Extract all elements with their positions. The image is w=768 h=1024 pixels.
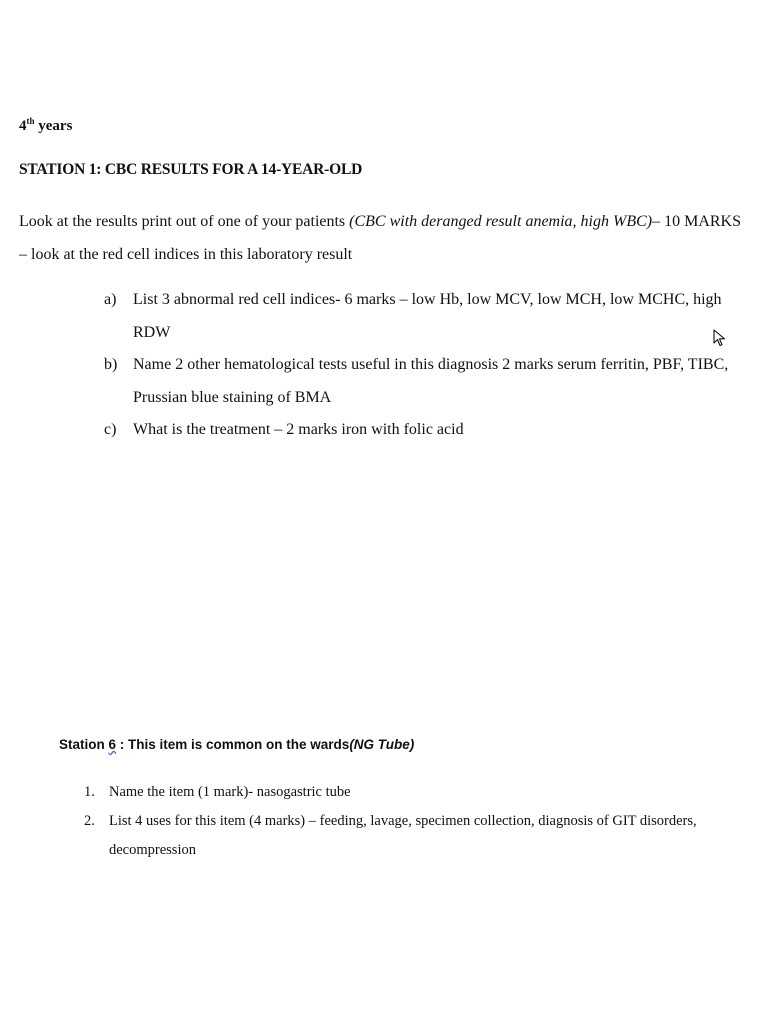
year-number: 4: [19, 118, 27, 134]
intro-text-italic: (CBC with deranged result anemia, high WBC): [349, 213, 653, 230]
question-a: [104, 284, 754, 349]
station1-intro: [19, 205, 749, 271]
station6-title-text: This item is common on the wards: [128, 737, 350, 752]
station1-questions: [104, 284, 754, 447]
question-c: [104, 414, 754, 447]
year-heading: [19, 116, 72, 135]
question-marker: 2.: [84, 813, 95, 829]
intro-text-end: – 10 MARKS – look at the red cell indices in this laboratory result: [19, 213, 741, 263]
station6-questions: [84, 778, 724, 865]
question-text: List 4 uses for this item (4 marks) – feeding, lavage, specimen collection, diagnosis of GIT disorders, decompression: [109, 813, 697, 858]
station6-title: [59, 737, 414, 752]
intro-text-start: Look at the results print out of one of your patients: [19, 213, 350, 230]
question-2: [84, 807, 724, 865]
question-marker: b): [104, 356, 118, 373]
question-text: Name 2 other hematological tests useful in this diagnosis 2 marks serum ferritin, PBF, TIBC, Prussian blue staining of BMA: [133, 356, 729, 406]
mouse-pointer-icon: [713, 329, 727, 347]
station6-separator: :: [116, 737, 129, 752]
station1-title: STATION 1: CBC RESULTS FOR A 14-YEAR-OLD: [19, 161, 363, 178]
station6-label: Station: [59, 737, 109, 752]
year-suffix: th: [26, 116, 35, 126]
station6-title-italic: (NG Tube): [349, 737, 415, 752]
question-b: [104, 349, 754, 414]
question-1: [84, 778, 724, 807]
question-text: Name the item (1 mark)- nasogastric tube: [109, 784, 351, 800]
station6-number: 6: [108, 737, 117, 752]
question-text: List 3 abnormal red cell indices- 6 marks – low Hb, low MCV, low MCH, low MCHC, high RDW: [133, 291, 722, 341]
question-marker: c): [104, 421, 117, 438]
year-word: years: [38, 118, 73, 134]
question-marker: 1.: [84, 784, 95, 800]
question-marker: a): [104, 291, 117, 308]
question-text: What is the treatment – 2 marks iron with folic acid: [133, 421, 464, 438]
